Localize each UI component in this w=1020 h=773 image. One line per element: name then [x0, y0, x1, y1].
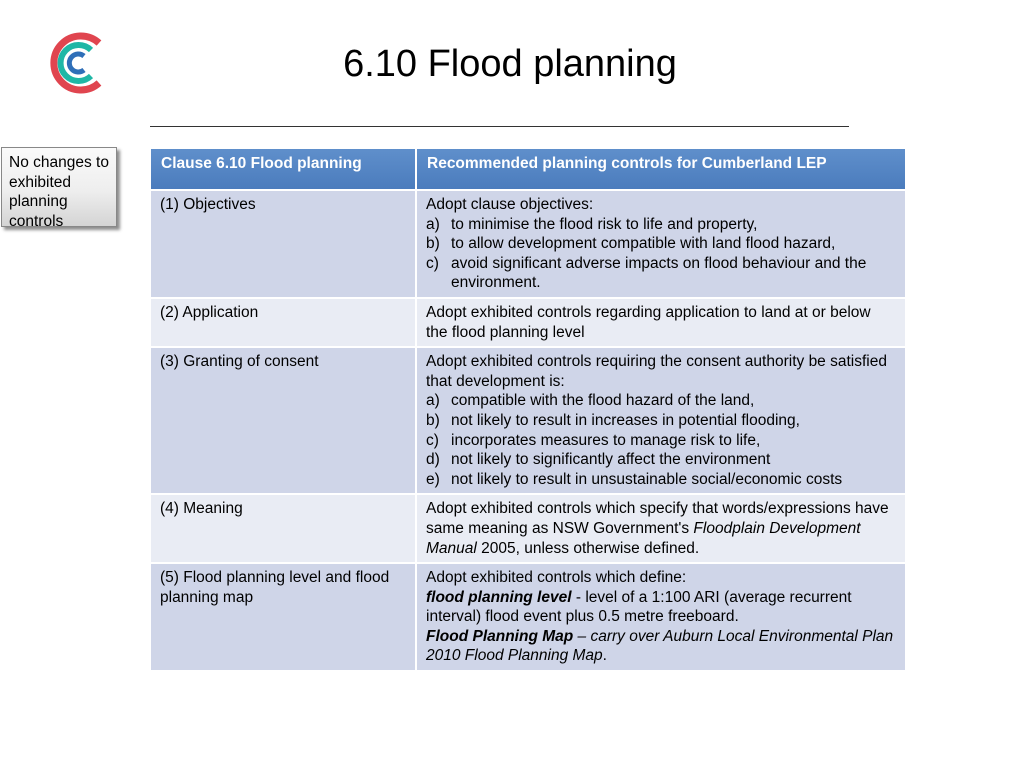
list-item — [426, 411, 896, 431]
row-content — [417, 191, 905, 297]
header-clause: Clause 6.10 Flood planning — [151, 149, 415, 189]
row-content — [417, 564, 905, 670]
row-intro: Adopt exhibited controls requiring the consent authority be satisfied that development is: — [426, 353, 887, 390]
list-text: not likely to result in unsustainable social/economic costs — [451, 470, 843, 488]
list-text: not likely to result in increases in potential flooding, — [451, 411, 800, 429]
row-content — [417, 495, 905, 562]
list-item — [426, 450, 896, 470]
flood-planning-table — [149, 147, 907, 672]
definition-text: – carry over Auburn Local Environmental Plan 2010 Flood Planning Map — [426, 627, 894, 665]
row-label: (3) Granting of consent — [151, 348, 415, 493]
list-item — [426, 391, 896, 411]
title-divider — [150, 126, 849, 127]
list-item — [426, 215, 896, 235]
meaning-text-b: 2005, unless otherwise defined. — [476, 539, 700, 557]
page-title: 6.10 Flood planning — [343, 43, 677, 85]
definition-flood-planning-map — [426, 627, 896, 666]
table-row — [151, 564, 905, 670]
consent-list — [426, 391, 896, 489]
list-marker: b) — [426, 411, 440, 429]
table-row — [151, 348, 905, 493]
table-row — [151, 495, 905, 562]
list-text: to minimise the flood risk to life and property, — [451, 215, 758, 233]
list-item — [426, 254, 896, 293]
header-recommended-controls: Recommended planning controls for Cumberland LEP — [417, 149, 905, 189]
list-text: incorporates measures to manage risk to life, — [451, 431, 761, 449]
manual-title: Floodplain Development Manual — [426, 519, 861, 557]
row-content — [417, 348, 905, 493]
list-marker: a) — [426, 215, 440, 233]
list-marker: a) — [426, 392, 440, 410]
row-intro: Adopt clause objectives: — [426, 196, 594, 213]
definition-term: Flood Planning Map — [426, 627, 574, 645]
row-label: (5) Flood planning level and flood planning map — [151, 564, 415, 670]
row-intro: Adopt exhibited controls which define: — [426, 569, 687, 587]
list-text: not likely to significantly affect the environment — [451, 451, 771, 469]
list-text: compatible with the flood hazard of the land, — [451, 392, 755, 410]
list-marker: c) — [426, 254, 439, 272]
list-marker: d) — [426, 451, 440, 469]
list-item — [426, 234, 896, 254]
list-item — [426, 431, 896, 451]
definition-text: - level of a 1:100 ARI (average recurrent interval) flood event plus 0.5 metre freeboard. — [426, 588, 852, 626]
list-marker: c) — [426, 431, 439, 449]
list-marker: e) — [426, 470, 440, 488]
row-label: (2) Application — [151, 299, 415, 346]
row-label: (1) Objectives — [151, 191, 415, 297]
list-item — [426, 470, 896, 490]
no-changes-note: No changes to exhibited planning controls — [1, 147, 117, 227]
table-row — [151, 299, 905, 346]
definition-term: flood planning level — [426, 588, 572, 606]
row-label: (4) Meaning — [151, 495, 415, 562]
definition-end: . — [602, 647, 607, 665]
list-marker: b) — [426, 235, 440, 253]
definition-flood-planning-level — [426, 588, 896, 627]
meaning-text-a: Adopt exhibited controls which specify that words/expressions have same meaning as NSW Government's — [426, 500, 889, 537]
row-content: Adopt exhibited controls regarding application to land at or below the flood planning level — [417, 299, 905, 346]
table-header-row — [151, 149, 905, 189]
objective-list — [426, 215, 896, 293]
list-text: to allow development compatible with land flood hazard, — [451, 235, 836, 253]
table-row — [151, 191, 905, 297]
list-text: avoid significant adverse impacts on flood behaviour and the environment. — [451, 254, 867, 292]
